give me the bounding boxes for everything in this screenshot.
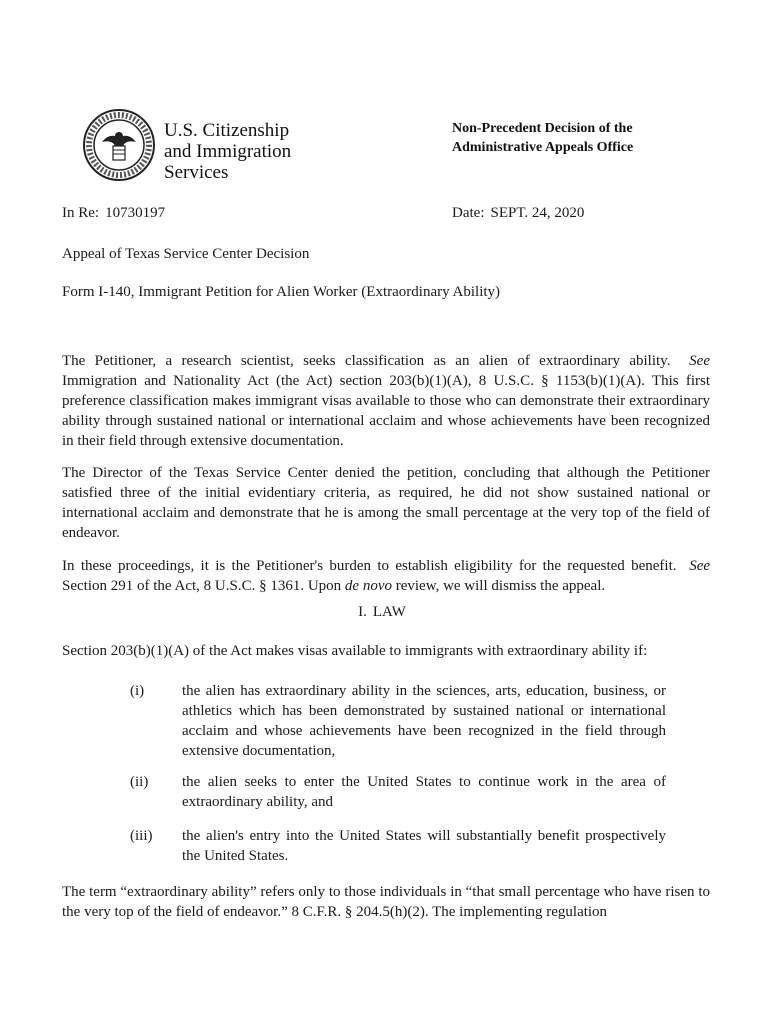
date-value: SEPT. 24, 2020 bbox=[490, 205, 585, 221]
list-item-number: (iii) bbox=[130, 828, 153, 844]
date-label: Date: bbox=[452, 205, 485, 221]
appeal-line: Appeal of Texas Service Center Decision bbox=[62, 246, 310, 262]
p1-text-a: The Petitioner, a research scientist, seeks classification as an alien of extraordinary ability. bbox=[62, 353, 671, 369]
agency-line-1: U.S. Citizenship bbox=[164, 120, 290, 141]
agency-line-2: and Immigration bbox=[164, 141, 292, 162]
decision-type-line-1: Non-Precedent Decision of the bbox=[452, 121, 633, 136]
list-item-text: the alien's entry into the United States will substantially benefit prospectively the United States. bbox=[182, 828, 666, 864]
form-line: Form I-140, Immigrant Petition for Alien Worker (Extraordinary Ability) bbox=[62, 284, 501, 300]
dhs-seal-icon bbox=[82, 108, 156, 182]
paragraph-1 bbox=[62, 351, 710, 451]
section-title: LAW bbox=[372, 604, 406, 620]
p3-text-b: Section 291 of the Act, 8 U.S.C. § 1361. Upon bbox=[62, 578, 342, 594]
p3-text-a: In these proceedings, it is the Petitioner's burden to establish eligibility for the requested benefit. bbox=[62, 558, 677, 574]
in-re-line bbox=[62, 205, 171, 222]
p1-text-b: Immigration and Nationality Act (the Act) section 203(b)(1)(A), 8 U.S.C. § 1153(b)(1)(A). This first preference classification makes immigrant visas available to those who can demonstrate their extraordinary ability through sustained national or international acclaim and whose achievements have been recognized in their field through extensive documentation. bbox=[62, 373, 710, 449]
list-item-number: (ii) bbox=[130, 774, 149, 790]
paragraph-3 bbox=[62, 556, 710, 596]
date-line bbox=[452, 205, 590, 222]
section-number: I. bbox=[358, 604, 367, 620]
in-re-label: In Re: bbox=[62, 205, 100, 221]
p3-text-c: review, we will dismiss the appeal. bbox=[395, 578, 606, 594]
list-item-number: (i) bbox=[130, 683, 145, 699]
paragraph-4: The term “extraordinary ability” refers only to those individuals in “that small percentage who have risen to the very top of the field of endeavor.” 8 C.F.R. § 204.5(h)(2). The implementing regulation bbox=[62, 884, 710, 920]
p3-de-novo: de novo bbox=[344, 578, 392, 594]
agency-line-3: Services bbox=[164, 162, 229, 183]
section-heading bbox=[0, 604, 770, 621]
decision-type-line-2: Administrative Appeals Office bbox=[452, 140, 634, 155]
list-item-text: the alien seeks to enter the United States to continue work in the area of extraordinary ability, and bbox=[182, 774, 666, 810]
p3-see: See bbox=[689, 558, 711, 574]
list-item-text: the alien has extraordinary ability in the sciences, arts, education, business, or athletics which has been demonstrated by sustained national or international acclaim and whose achievements have been recognized in the field through extensive documentation, bbox=[182, 683, 666, 759]
in-re-number: 10730197 bbox=[105, 205, 166, 221]
statute-intro: Section 203(b)(1)(A) of the Act makes visas available to immigrants with extraordinary ability if: bbox=[62, 643, 648, 659]
p1-see: See bbox=[689, 353, 710, 369]
decision-type-heading bbox=[452, 119, 633, 157]
agency-name bbox=[164, 120, 291, 183]
paragraph-2: The Director of the Texas Service Center denied the petition, concluding that although the Petitioner satisfied three of the initial evidentiary criteria, as required, he did not show sustained national or international acclaim and demonstrate that he is among the small percentage at the very top of the field of endeavor. bbox=[62, 465, 710, 541]
